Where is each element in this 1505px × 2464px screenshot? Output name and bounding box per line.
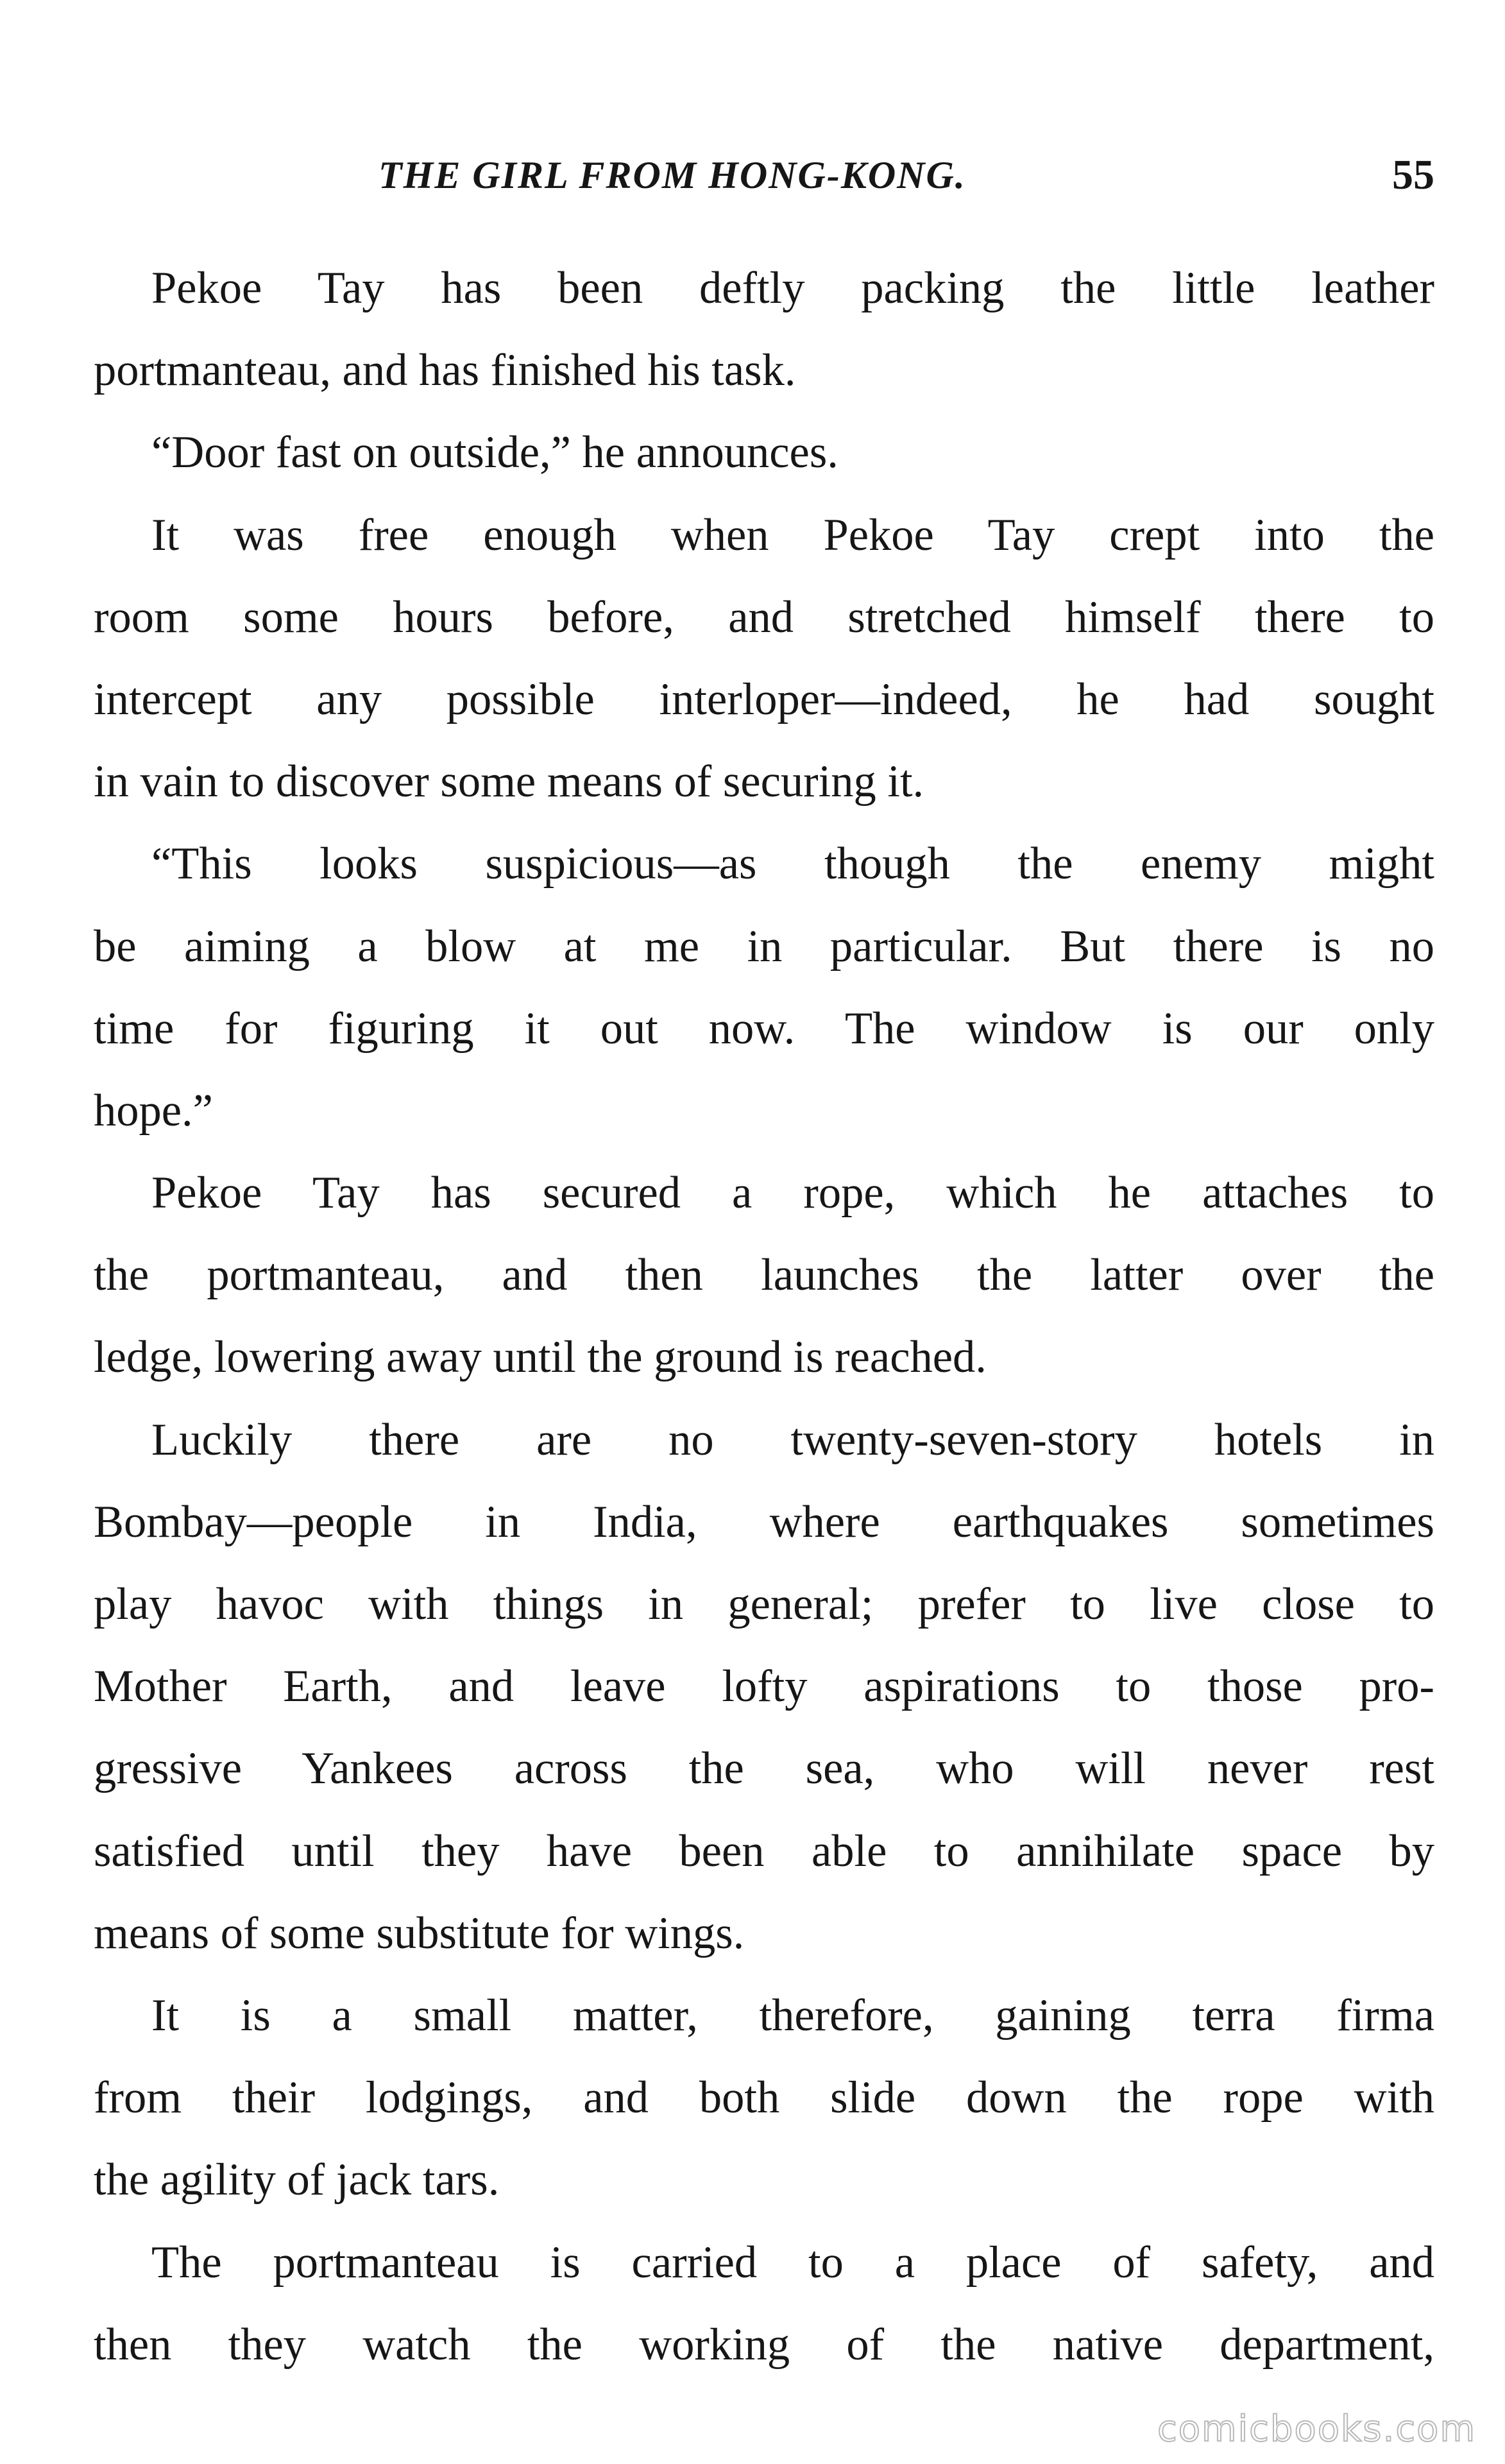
- text-line: time for figuring it out now. The window is our only: [94, 1003, 1434, 1054]
- watermark: comicbooks.com: [1157, 2408, 1476, 2450]
- text-line: room some hours before, and stretched himself there to: [94, 592, 1434, 642]
- page-number: 55: [1392, 151, 1434, 198]
- text-line: gressive Yankees across the sea, who will never rest: [94, 1743, 1434, 1794]
- text-line: then they watch the working of the native department,: [94, 2319, 1434, 2370]
- text-line: hope.”: [94, 1085, 213, 1136]
- text-line: the agility of jack tars.: [94, 2155, 500, 2205]
- text-line: The portmanteau is carried to a place of safety, and: [151, 2237, 1434, 2288]
- text-line: means of some substitute for wings.: [94, 1908, 745, 1958]
- text-line: “This looks suspicious—as though the enemy might: [151, 839, 1434, 889]
- text-line: in vain to discover some means of securing it.: [94, 757, 924, 807]
- text-line: Bombay—people in India, where earthquakes sometimes: [94, 1496, 1434, 1547]
- running-title: THE GIRL FROM HONG-KONG.: [378, 154, 966, 196]
- text-line: Pekoe Tay has secured a rope, which he attaches to: [151, 1168, 1434, 1219]
- text-line: play havoc with things in general; prefer to live close to: [94, 1579, 1434, 1629]
- text-line: portmanteau, and has finished his task.: [94, 345, 796, 396]
- text-line: “Door fast on outside,” he announces.: [151, 427, 838, 478]
- text-line: It was free enough when Pekoe Tay crept into the: [151, 509, 1434, 560]
- body-text: [94, 247, 1434, 2386]
- text-line: Luckily there are no twenty-seven-story hotels in: [151, 1414, 1434, 1465]
- running-head: [90, 146, 1434, 204]
- text-line: the portmanteau, and then launches the latter over the: [94, 1250, 1434, 1301]
- text-line: from their lodgings, and both slide down the rope with: [94, 2073, 1434, 2123]
- text-line: ledge, lowering away until the ground is reached.: [94, 1332, 987, 1383]
- text-line: It is a small matter, therefore, gaining terra firma: [151, 1990, 1434, 2041]
- text-line: satisfied until they have been able to annihilate space by: [94, 1826, 1434, 1876]
- text-line: Pekoe Tay has been deftly packing the little leather: [151, 263, 1434, 313]
- text-line: intercept any possible interloper—indeed, he had sought: [94, 674, 1434, 724]
- text-line: Mother Earth, and leave lofty aspirations to those pro-: [94, 1661, 1434, 1712]
- text-line: be aiming a blow at me in particular. But there is no: [94, 921, 1434, 971]
